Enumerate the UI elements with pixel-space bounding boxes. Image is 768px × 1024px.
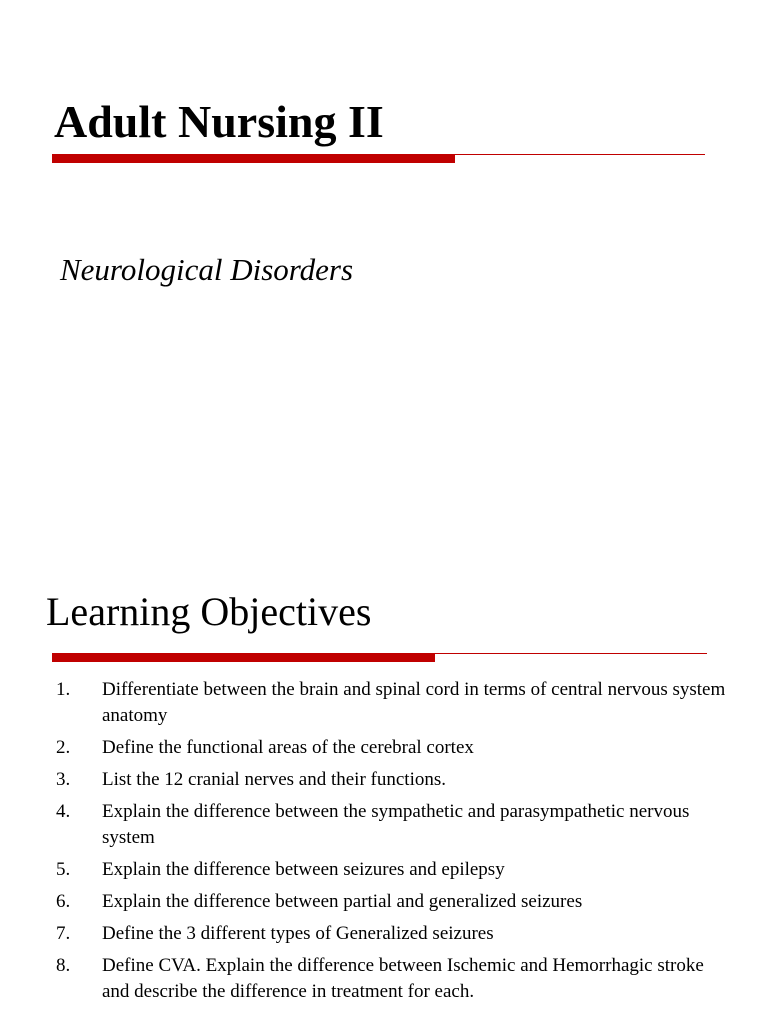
list-item-text: List the 12 cranial nerves and their functions. [102,769,447,790]
list-item [52,921,732,947]
list-item-text: Define the functional areas of the cerebral cortex [102,737,474,758]
list-item-number: 6. [56,891,71,912]
objectives-underline-thin [435,653,707,654]
list-item [52,953,732,1005]
list-item-text: Differentiate between the brain and spinal cord in terms of central nervous system anatomy [102,679,726,726]
list-item-text: Define CVA. Explain the difference between Ischemic and Hemorrhagic stroke and describe the difference in treatment for each. [102,955,704,1002]
objectives-underline-thick [52,653,435,662]
list-item [52,889,732,915]
title-underline-thin [455,154,705,155]
list-item-text: Explain the difference between seizures and epilepsy [102,859,505,880]
slide-title-heading: Adult Nursing II [54,96,384,147]
list-item [52,767,732,793]
list-item-text: Explain the difference between the sympathetic and parasympathetic nervous system [102,801,690,848]
objectives-list [52,677,732,1011]
list-item-number: 8. [56,955,71,976]
list-item-number: 1. [56,679,71,700]
list-item-number: 4. [56,801,71,822]
list-item-text: Define the 3 different types of Generalized seizures [102,923,494,944]
list-item-number: 3. [56,769,71,790]
list-item-number: 5. [56,859,71,880]
list-item [52,735,732,761]
list-item [52,799,732,851]
slide-subtitle: Neurological Disorders [60,252,354,287]
objectives-heading: Learning Objectives [46,589,372,634]
title-underline-thick [52,154,455,163]
list-item-text: Explain the difference between partial and generalized seizures [102,891,583,912]
list-item-number: 2. [56,737,71,758]
list-item [52,857,732,883]
list-item [52,677,732,729]
list-item-number: 7. [56,923,71,944]
